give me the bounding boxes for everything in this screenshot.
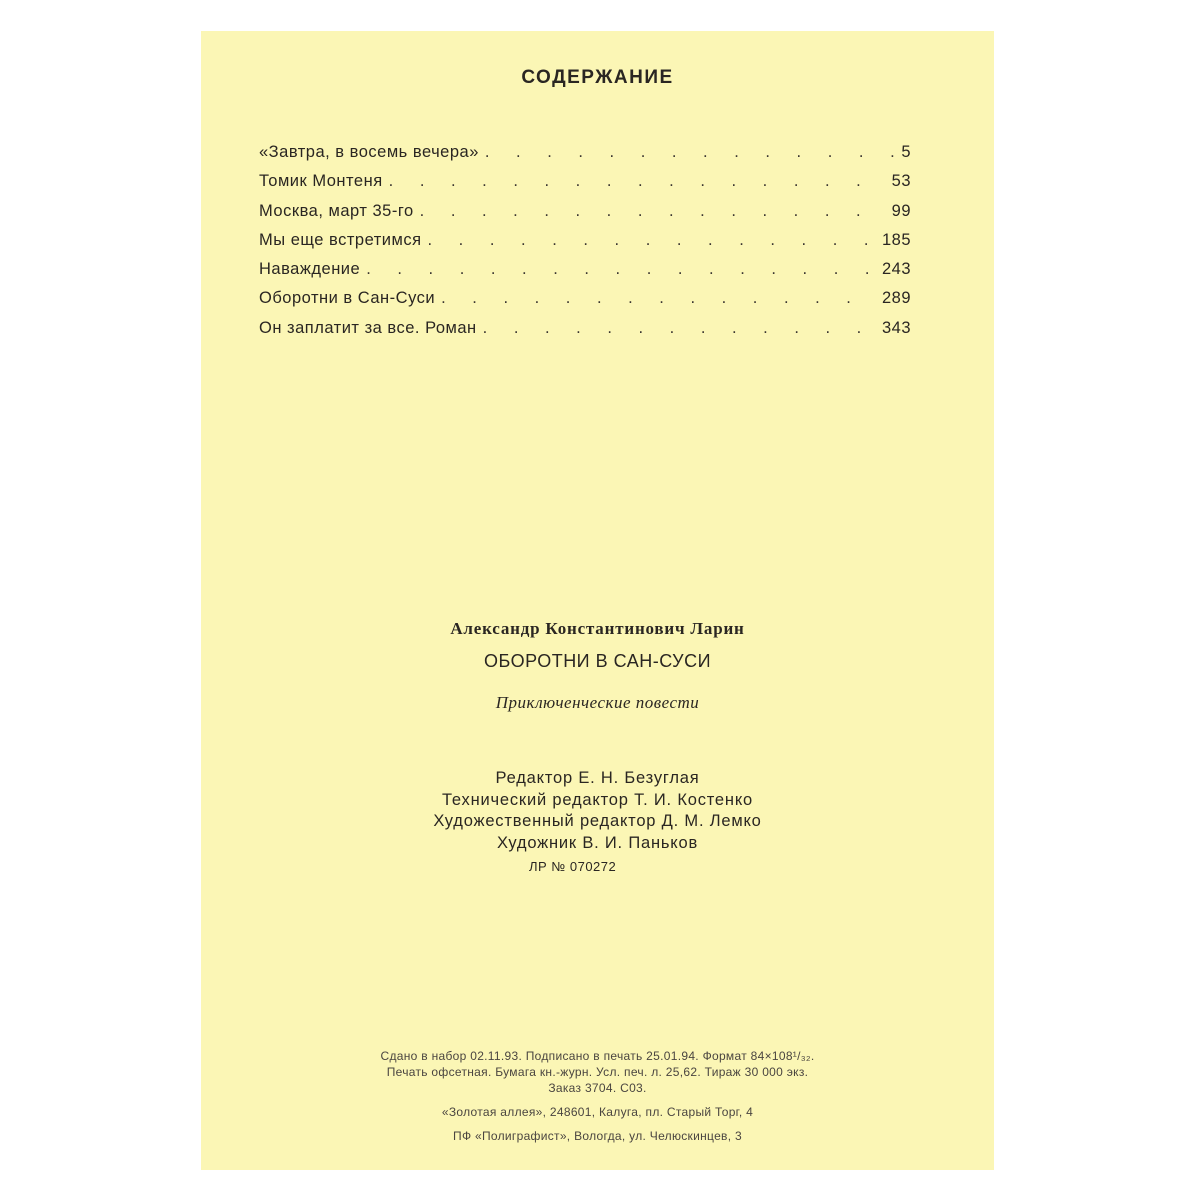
credit-technical-editor: Технический редактор Т. И. Костенко	[441, 790, 754, 809]
book-genre: Приключенческие повести	[495, 693, 700, 712]
book-author: Александр Константинович Ларин	[450, 619, 745, 638]
imprint-spacer	[201, 1097, 994, 1105]
toc-entry	[259, 260, 911, 289]
toc-dot-leader	[389, 172, 886, 191]
credits-block	[201, 769, 994, 855]
toc-entry-page: 289	[881, 289, 911, 308]
license-number: ЛР № 070272	[529, 859, 617, 874]
toc-entry	[259, 231, 911, 260]
toc-entry-title: Мы еще встретимся	[259, 230, 422, 249]
contents-heading: СОДЕРЖАНИЕ	[521, 67, 674, 88]
toc-dot-leader	[485, 143, 895, 162]
toc-entry-title: Оборотни в Сан-Суси	[259, 289, 436, 308]
toc-dot-leader	[420, 202, 886, 221]
book-title: ОБОРОТНИ В САН-СУСИ	[483, 651, 712, 671]
toc-entry-page: 5	[901, 143, 911, 161]
book-page	[201, 31, 994, 1170]
imprint-line: Сдано в набор 02.11.93. Подписано в печать 25.01.94. Формат 84×108¹/₃₂.	[380, 1049, 815, 1063]
imprint-publisher: «Золотая аллея», 248601, Калуга, пл. Старый Торг, 4	[441, 1105, 754, 1119]
imprint-line: Заказ 3704. С03.	[548, 1081, 647, 1095]
toc-entry-title: Москва, март 35-го	[259, 201, 414, 220]
credit-artist: Художник В. И. Паньков	[496, 833, 699, 852]
toc-entry	[259, 319, 911, 348]
toc-entry	[259, 202, 911, 231]
imprint-printer: ПФ «Полиграфист», Вологда, ул. Челюскинцев, 3	[453, 1129, 742, 1143]
toc-dot-leader	[483, 319, 876, 338]
toc-dot-leader	[366, 260, 876, 279]
credit-editor: Редактор Е. Н. Безуглая	[495, 769, 700, 787]
toc-entry-title: Томик Монтеня	[259, 172, 383, 191]
toc-entry-page: 53	[891, 172, 911, 191]
toc-entry-page: 185	[881, 230, 911, 249]
toc-dot-leader	[428, 231, 876, 250]
toc-entry	[259, 143, 911, 172]
toc-entry-page: 343	[881, 318, 911, 337]
toc-entry-title: Он заплатит за все. Роман	[259, 318, 477, 337]
table-of-contents	[259, 143, 911, 348]
imprint-line: Печать офсетная. Бумага кн.-журн. Усл. печ. л. 25,62. Тираж 30 000 экз.	[386, 1065, 809, 1079]
toc-dot-leader	[441, 289, 876, 308]
toc-entry	[259, 289, 911, 318]
imprint-spacer	[201, 1121, 994, 1129]
toc-entry-title: Наваждение	[259, 260, 361, 279]
credit-art-editor: Художественный редактор Д. М. Лемко	[433, 812, 762, 830]
toc-entry-title: «Завтра, в восемь вечера»	[259, 143, 479, 161]
toc-entry	[259, 172, 911, 201]
toc-entry-page: 243	[881, 260, 911, 279]
imprint-block	[201, 1049, 994, 1145]
toc-entry-page: 99	[891, 201, 911, 220]
